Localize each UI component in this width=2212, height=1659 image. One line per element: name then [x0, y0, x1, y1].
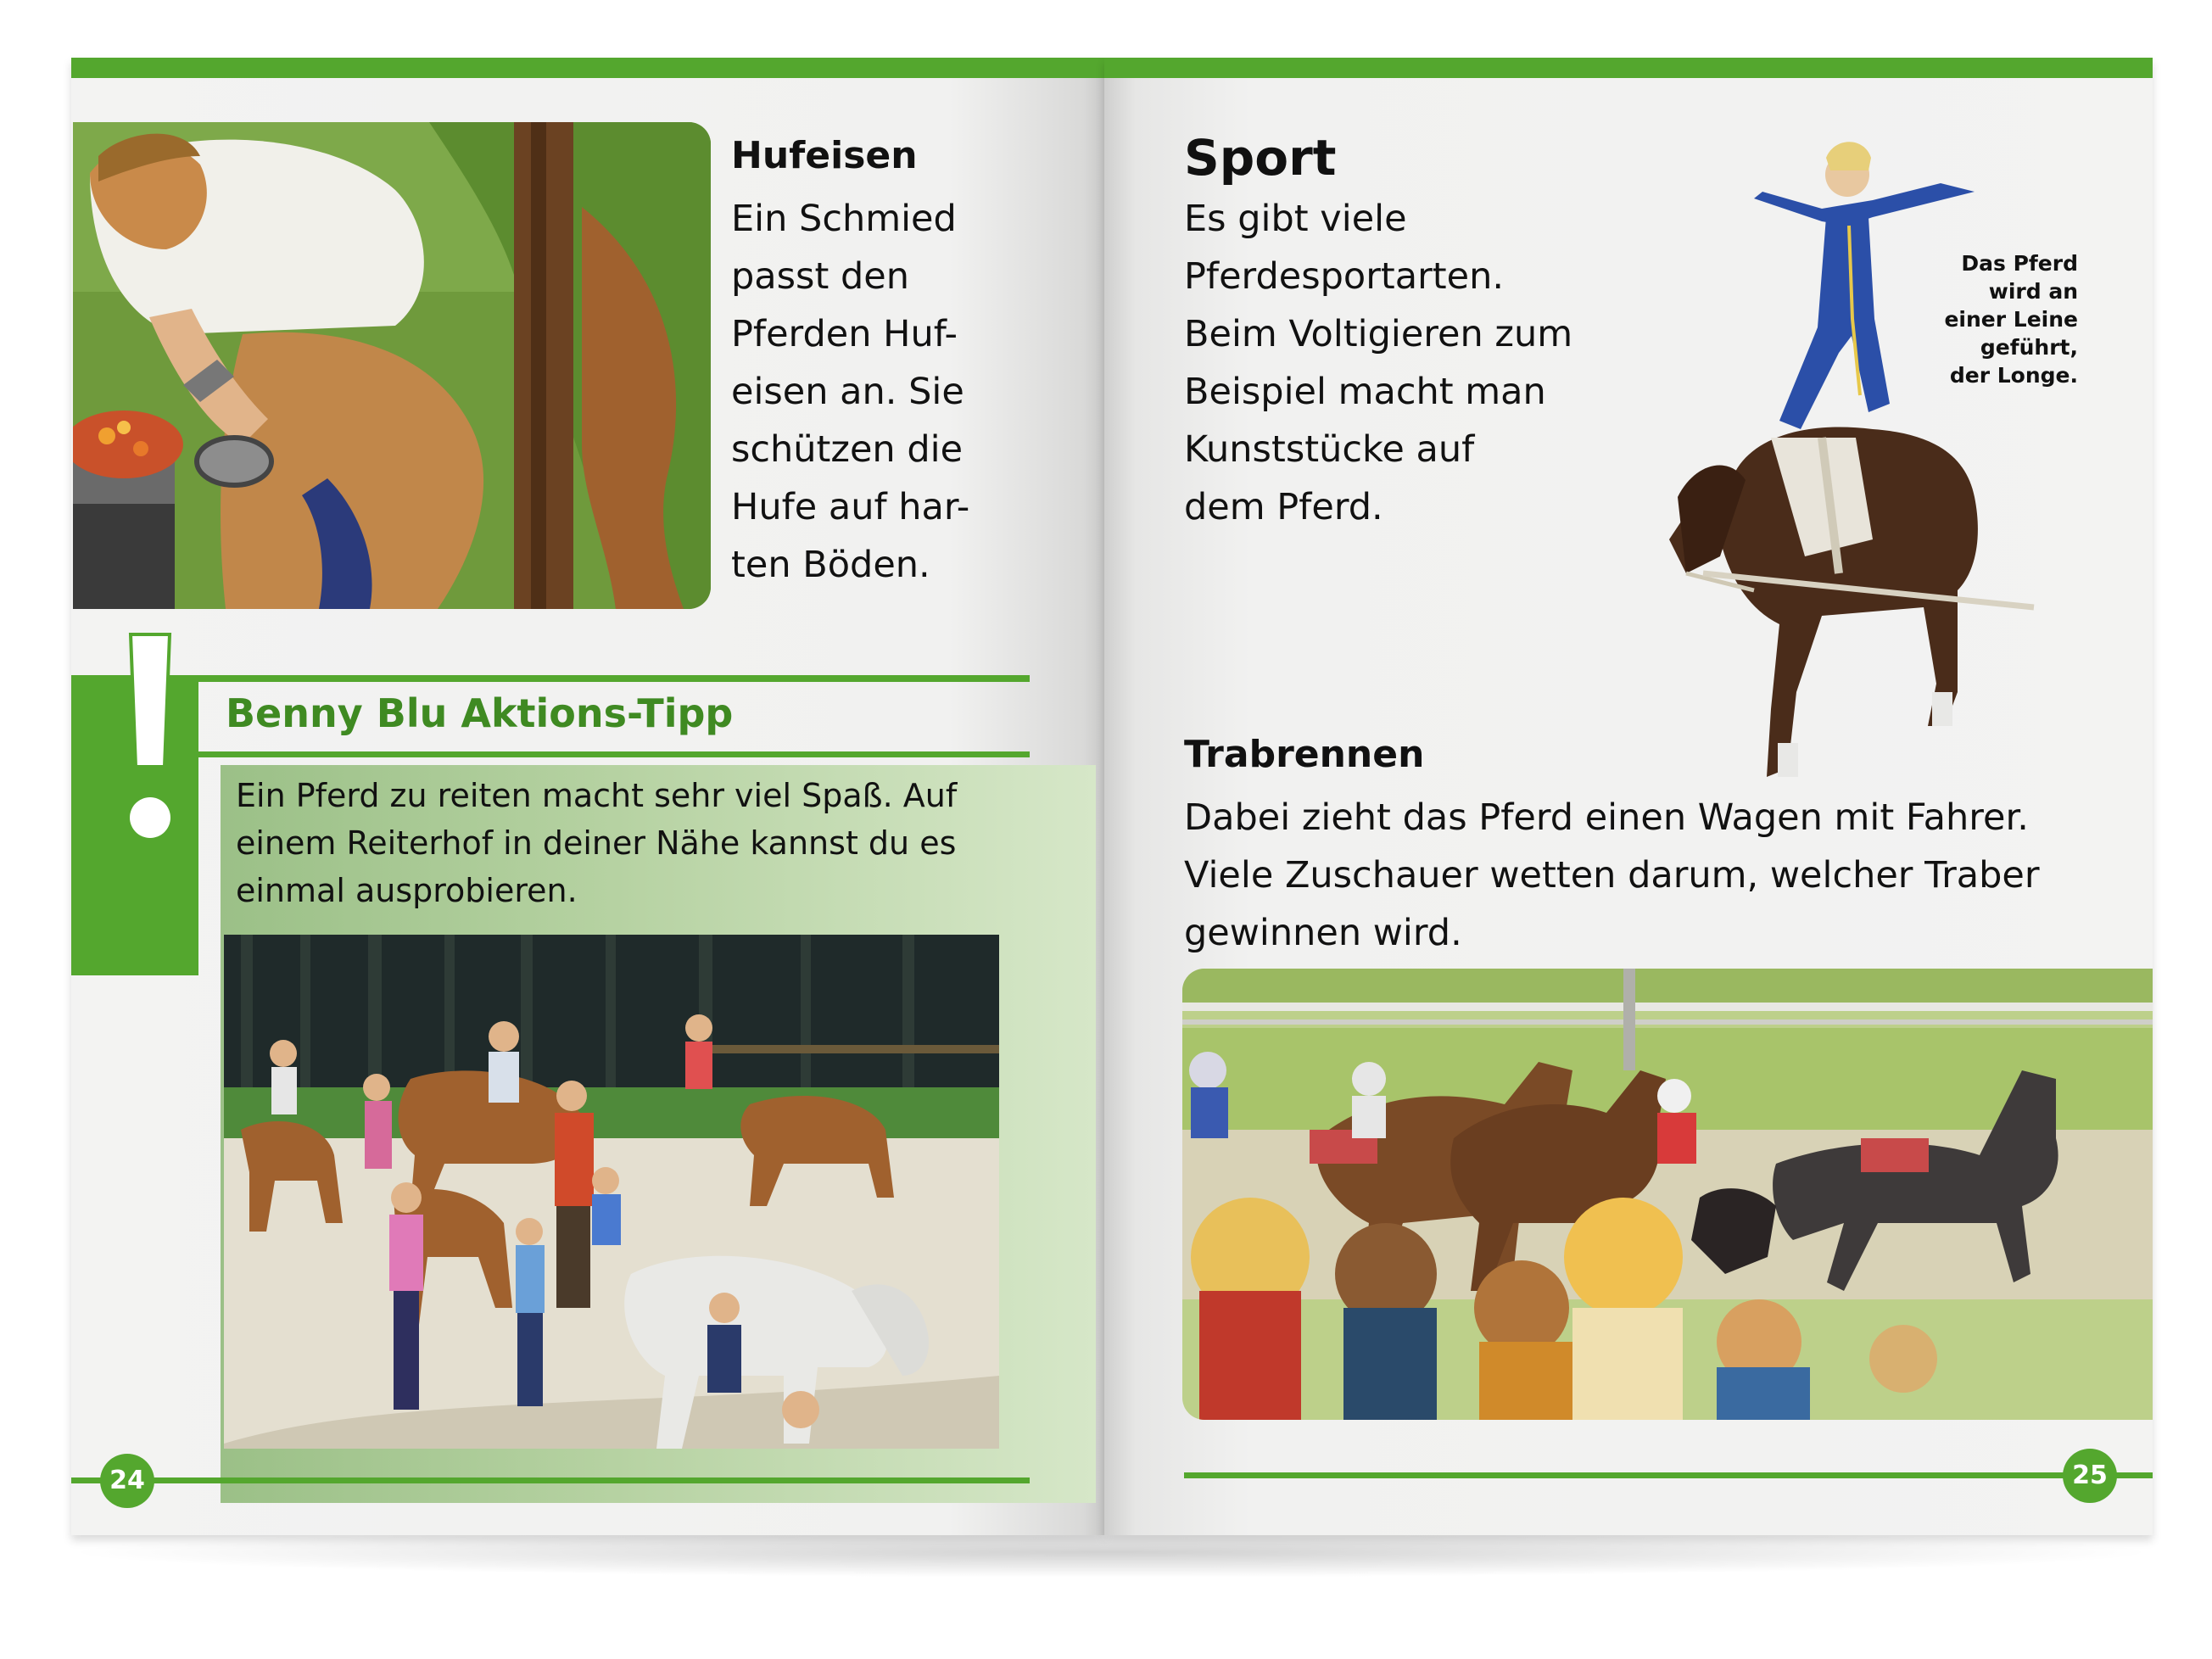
tip-line: einem Reiterhof in deiner Nähe kannst du es: [236, 824, 957, 862]
caption-line: geführt,: [1980, 335, 2078, 360]
sport-line: Beispiel macht man: [1184, 371, 1546, 413]
trabrennen-line: Dabei zieht das Pferd einen Wagen mit Fahrer.: [1184, 796, 2029, 839]
sport-line: Kunststücke auf: [1184, 428, 1475, 471]
trabrennen-heading: Trabrennen: [1184, 733, 1425, 776]
hufeisen-line: schützen die: [731, 428, 964, 471]
blacksmith-illustration: [73, 122, 711, 609]
page-number-left: 24: [100, 1454, 154, 1508]
exclamation-icon: [127, 631, 173, 852]
top-green-bar: [71, 58, 1104, 78]
trabrennen-line: gewinnen wird.: [1184, 912, 1462, 954]
caption-line: wird an: [1988, 279, 2078, 304]
trabrennen-line: Viele Zuschauer wetten darum, welcher Traber: [1184, 854, 2040, 897]
top-green-bar: [1104, 58, 2153, 78]
trabrennen-text: [1184, 789, 2040, 962]
hufeisen-line: Ein Schmied: [731, 198, 957, 240]
vaulting-caption: [1936, 249, 2078, 389]
vaulting-illustration: [1652, 98, 2042, 836]
caption-line: der Longe.: [1949, 363, 2078, 388]
hufeisen-line: Hufe auf har-: [731, 486, 970, 528]
sport-text: [1184, 190, 1572, 536]
hufeisen-text: [731, 190, 969, 594]
hufeisen-line: ten Böden.: [731, 544, 930, 586]
left-page: [71, 58, 1104, 1535]
hufeisen-heading: Hufeisen: [731, 134, 918, 177]
caption-line: einer Leine: [1944, 307, 2078, 332]
caption-line: Das Pferd: [1961, 251, 2078, 276]
left-footer-rule: [71, 1477, 1030, 1483]
sport-line: dem Pferd.: [1184, 486, 1383, 528]
right-footer-rule: [1184, 1472, 2153, 1478]
tip-line: einmal ausprobieren.: [236, 872, 578, 909]
tip-label-rule: [198, 751, 1030, 757]
sport-heading: Sport: [1184, 129, 1337, 187]
tip-text: [236, 772, 957, 914]
page-number-right: 25: [2063, 1449, 2117, 1503]
hufeisen-line: passt den: [731, 255, 909, 298]
tip-top-rule: [71, 675, 1030, 682]
tip-line: Ein Pferd zu reiten macht sehr viel Spaß. Auf: [236, 777, 958, 814]
right-page: [1104, 58, 2153, 1535]
harness-race-illustration: [1182, 969, 2153, 1420]
hufeisen-line: eisen an. Sie: [731, 371, 964, 413]
riding-school-illustration: [224, 935, 999, 1449]
hufeisen-line: Pferden Huf-: [731, 313, 958, 355]
sport-line: Pferdesportarten.: [1184, 255, 1505, 298]
tip-label: Benny Blu Aktions-Tipp: [226, 690, 734, 736]
sport-line: Beim Voltigieren zum: [1184, 313, 1573, 355]
sport-line: Es gibt viele: [1184, 198, 1407, 240]
